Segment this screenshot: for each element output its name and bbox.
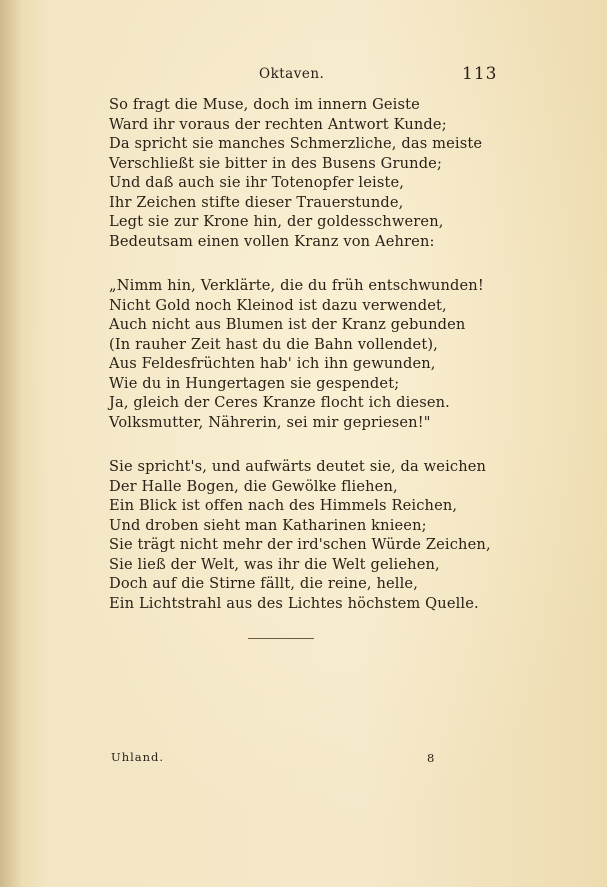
verse-line: Und droben sieht man Katharinen knieen;: [109, 516, 427, 534]
verse-line: Ward ihr voraus der rechten Antwort Kunde;: [109, 115, 447, 133]
verse-line: Sie ließ der Welt, was ihr die Welt geliehen,: [109, 555, 440, 573]
running-title: Oktaven.: [259, 66, 325, 82]
verse-line: Und daß auch sie ihr Totenopfer leiste,: [109, 174, 405, 191]
verse-line: Ein Lichtstrahl aus des Lichtes höchstem Quelle.: [109, 594, 479, 612]
verse-line: Bedeutsam einen vollen Kranz von Aehren:: [109, 232, 435, 250]
verse-line: Aus Feldesfrüchten hab' ich ihn gewunden,: [109, 355, 436, 372]
footer-signature: Uhland.: [111, 750, 165, 764]
verse-line: Ihr Zeichen stifte dieser Trauerstunde,: [109, 193, 404, 211]
verse-line: Volksmutter, Nährerin, sei mir gepriesen!": [109, 413, 431, 431]
spine-shadow: [0, 0, 22, 887]
verse-line: Sie trägt nicht mehr der ird'schen Würde Zeichen,: [109, 536, 491, 553]
verse-line: Sie spricht's, und aufwärts deutet sie, da weichen: [109, 458, 487, 475]
verse-line: „Nimm hin, Verklärte, die du früh entschwunden!: [109, 277, 484, 294]
verse-line: Doch auf die Stirne fällt, die reine, helle,: [109, 575, 419, 592]
verse-line: Ein Blick ist offen nach des Himmels Reichen,: [109, 497, 458, 514]
verse-line: So fragt die Muse, doch im innern Geiste: [109, 96, 420, 113]
verse-line: (In rauher Zeit hast du die Bahn vollendet),: [109, 335, 438, 353]
verse-line: Nicht Gold noch Kleinod ist dazu verwendet,: [109, 296, 447, 314]
stanza-1: [109, 95, 579, 251]
verse-line: Da spricht sie manches Schmerzliche, das meiste: [109, 135, 483, 152]
verse-line: Legt sie zur Krone hin, der goldesschweren,: [109, 213, 444, 230]
verse-line: Verschließt sie bitter in des Busens Grunde;: [109, 154, 443, 172]
verse-line: Ja, gleich der Ceres Kranze flocht ich diesen.: [109, 394, 450, 411]
running-head: [0, 66, 607, 88]
section-divider: [248, 638, 314, 639]
verse-line: Wie du in Hungertagen sie gespendet;: [109, 374, 400, 392]
stanza-2: [109, 276, 579, 432]
footer-sheet-mark: 8: [427, 751, 435, 765]
poem-body: [109, 95, 579, 638]
verse-line: Der Halle Bogen, die Gewölke fliehen,: [109, 477, 398, 495]
page-number: 113: [462, 64, 498, 84]
stanza-3: [109, 457, 579, 613]
verse-line: Auch nicht aus Blumen ist der Kranz gebunden: [109, 316, 466, 333]
